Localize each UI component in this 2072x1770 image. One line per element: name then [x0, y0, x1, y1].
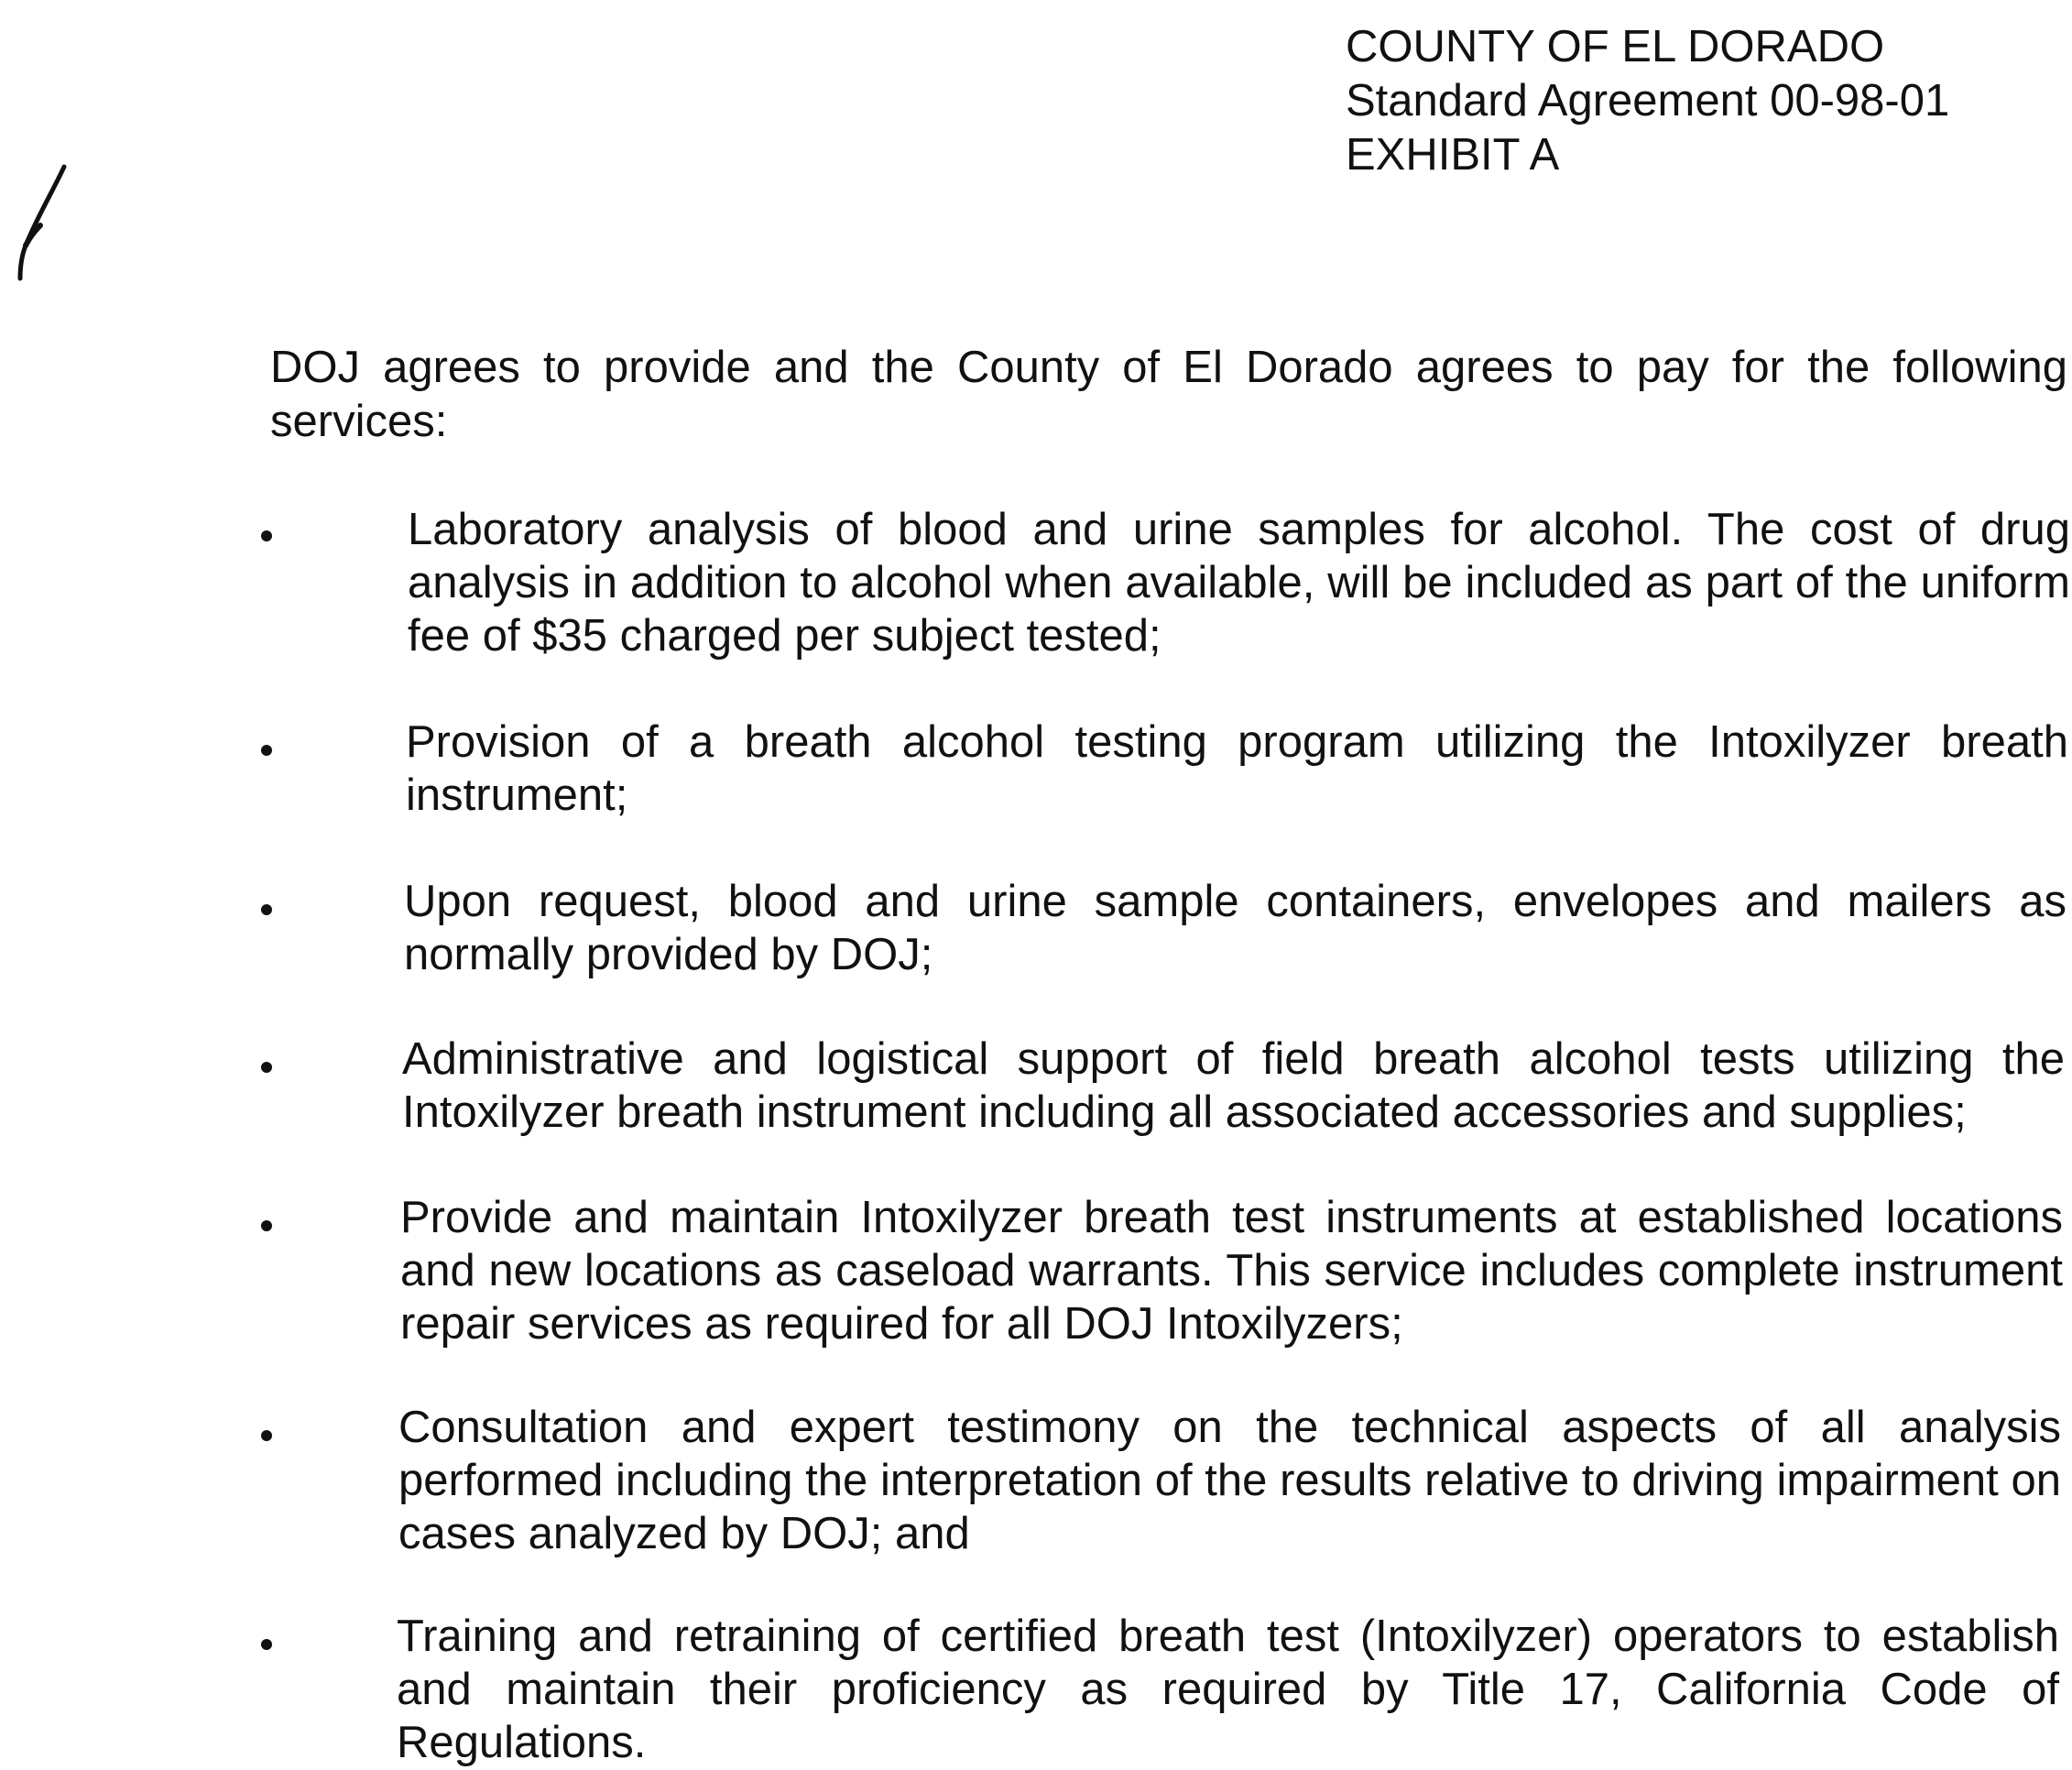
- bullet-icon: [261, 745, 272, 756]
- bullet-icon: [261, 1430, 272, 1441]
- bullet-icon: [261, 1062, 272, 1073]
- service-text: Provide and maintain Intoxilyzer breath test instruments at established locations and new locations as caseload warrants. This service includes complete instrument repair services as required for all DOJ Intoxilyzers;: [400, 1193, 2063, 1349]
- bullet-icon: [261, 1639, 272, 1650]
- intro-paragraph: DOJ agrees to provide and the County of El Dorado agrees to pay for the following services:: [270, 343, 2067, 446]
- header-agreement-number: Standard Agreement 00-98-01: [1346, 76, 1950, 126]
- header-county: COUNTY OF EL DORADO: [1346, 22, 1885, 71]
- bullet-icon: [261, 904, 272, 915]
- header-exhibit: EXHIBIT A: [1346, 130, 1560, 180]
- service-text: Upon request, blood and urine sample containers, envelopes and mailers as normally provided by DOJ;: [404, 877, 2067, 979]
- bullet-icon: [261, 1220, 272, 1231]
- service-text: Administrative and logistical support of field breath alcohol tests utilizing the Intoxilyzer breath instrument including all associated accessories and supplies;: [402, 1034, 2065, 1137]
- service-text: Training and retraining of certified breath test (Intoxilyzer) operators to establish and maintain their proficiency as required by Title 17, California Code of Regulations.: [397, 1612, 2059, 1767]
- service-text: Provision of a breath alcohol testing program utilizing the Intoxilyzer breath instrument;: [406, 717, 2068, 820]
- service-text: Laboratory analysis of blood and urine samples for alcohol. The cost of drug analysis in addition to alcohol when available, will be included as part of the uniform fee of $35 charged per subject tested;: [408, 505, 2070, 661]
- bullet-icon: [261, 530, 272, 541]
- service-text: Consultation and expert testimony on the technical aspects of all analysis performed including the interpretation of the results relative to driving impairment on cases analyzed by DOJ; and: [398, 1403, 2061, 1558]
